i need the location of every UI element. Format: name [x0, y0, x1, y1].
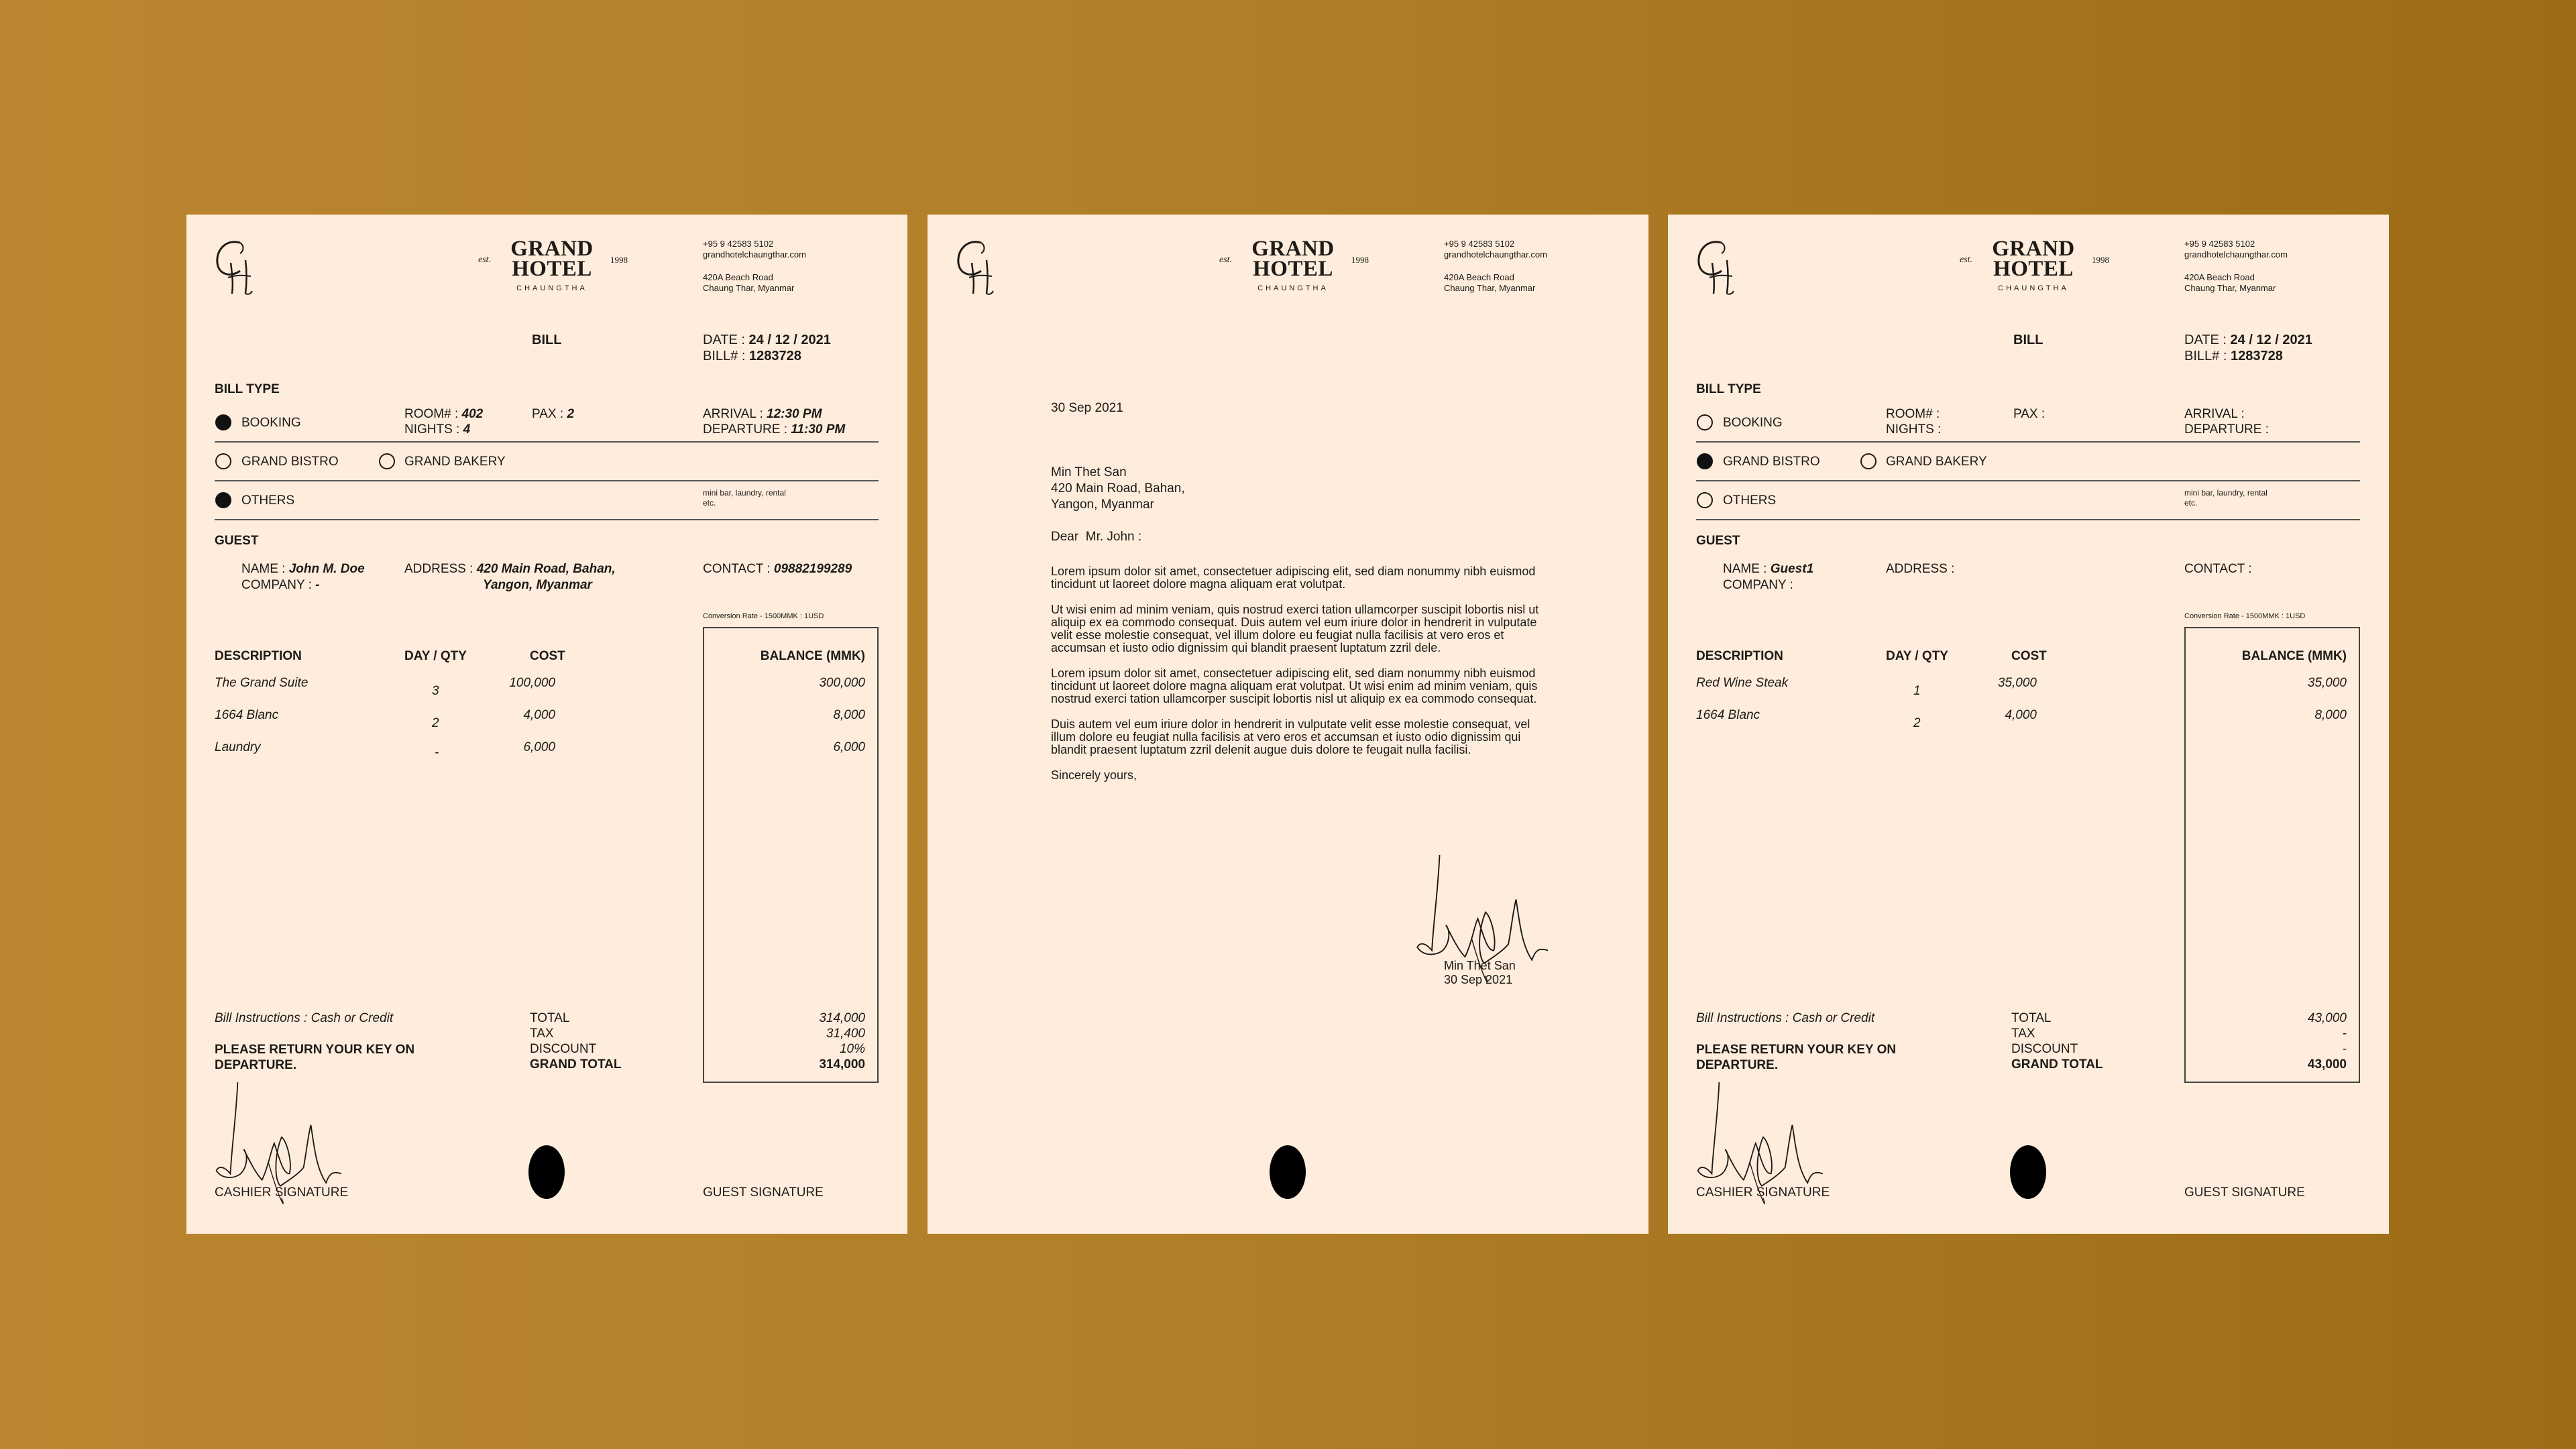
guest-address: ADDRESS :: [1886, 562, 1955, 576]
return-key-line1: PLEASE RETURN YOUR KEY ON: [1696, 1043, 1897, 1057]
grand-bakery-radio[interactable]: [1860, 453, 1877, 469]
recipient-name: Min Thet San: [1051, 465, 1127, 479]
col-description: DESCRIPTION: [215, 649, 302, 663]
grand-bakery-label: GRAND BAKERY: [1886, 455, 1987, 469]
monogram-logo: [1695, 236, 1736, 296]
grand-bistro-radio[interactable]: [215, 453, 231, 469]
hotel-contact: [1444, 239, 1547, 294]
divider: [215, 519, 879, 520]
hotel-contact: [2184, 239, 2288, 294]
bill-type-label: BILL TYPE: [215, 382, 280, 396]
salutation: Dear Mr. John :: [1051, 530, 1142, 544]
item-cost: 4,000: [2005, 708, 2037, 722]
hotel-phone: +95 9 42583 5102: [703, 239, 774, 249]
divider: [1696, 441, 2360, 443]
guest-company: COMPANY :: [1723, 578, 1793, 592]
pax-field: PAX : 2: [532, 407, 575, 421]
tax-value: 31,400: [826, 1027, 865, 1041]
arrival-field: ARRIVAL :: [2184, 407, 2245, 421]
room-field: ROOM# :: [1886, 407, 1940, 421]
divider: [1696, 480, 2360, 481]
grand-total-value: 43,000: [2307, 1057, 2347, 1071]
brand-name-line2: HOTEL: [1993, 257, 2074, 281]
bill-instructions: Bill Instructions : Cash or Credit: [215, 1011, 394, 1025]
signer-date: 30 Sep 2021: [1444, 973, 1513, 986]
brand-name-line2: HOTEL: [512, 257, 592, 281]
bill-date: DATE : 24 / 12 / 2021: [703, 333, 831, 347]
discount-value: 10%: [839, 1042, 865, 1056]
divider: [215, 480, 879, 481]
guest-name: NAME : John M. Doe: [241, 562, 365, 576]
tax-value: -: [2342, 1027, 2347, 1041]
monogram-logo: [213, 236, 255, 296]
item-balance: 300,000: [819, 676, 865, 690]
guest-signature-label: GUEST SIGNATURE: [703, 1185, 824, 1200]
hotel-website: grandhotelchaungthar.com: [703, 249, 806, 259]
brand-logo: [1960, 237, 2109, 292]
return-key-line1: PLEASE RETURN YOUR KEY ON: [215, 1043, 415, 1057]
bill-sheet-bistro: [1668, 215, 2389, 1234]
guest-label: GUEST: [215, 534, 259, 548]
guest-address: ADDRESS : 420 Main Road, Bahan,: [404, 562, 616, 576]
hotel-phone: +95 9 42583 5102: [1444, 239, 1515, 249]
bill-heading: BILL: [2013, 333, 2043, 347]
bill-sheet-booking: [186, 215, 907, 1234]
item-qty: 3: [432, 684, 439, 698]
item-description: 1664 Blanc: [215, 708, 279, 722]
item-description: The Grand Suite: [215, 676, 309, 690]
departure-field: DEPARTURE :: [2184, 422, 2269, 437]
item-balance: 8,000: [833, 708, 865, 722]
closing: Sincerely yours,: [1051, 768, 1137, 782]
brand-logo: [1219, 237, 1369, 292]
brand-logo: [478, 237, 628, 292]
item-cost: 100,000: [509, 676, 555, 690]
grand-bistro-label: GRAND BISTRO: [1723, 455, 1820, 469]
discount-label: DISCOUNT: [2011, 1042, 2078, 1056]
grand-bistro-label: GRAND BISTRO: [241, 455, 339, 469]
others-note: mini bar, laundry, rental etc.: [703, 488, 786, 508]
paragraph: Ut wisi enim ad minim veniam, quis nostrud exerci tation ullamcorper suscipit lobortis nisl ut aliquip ex ea commodo consequat. Duis autem vel eum iriure dolor in hendrerit in vulputate velit esse molestie consequat, vel illum dolore eu feugiat nulla facilisis at vero eros et accumsan et iusto odio dignissim qui blandit praesent luptatum zzril dele.: [1051, 603, 1539, 654]
signer-name: Min Thet San: [1444, 959, 1516, 972]
hotel-address-line1: 420A Beach Road: [2184, 272, 2255, 282]
col-qty: DAY / QTY: [404, 649, 467, 663]
guest-name: NAME : Guest1: [1723, 562, 1814, 576]
brand-est: est.: [1219, 255, 1233, 265]
nights-field: NIGHTS : 4: [404, 422, 471, 437]
item-qty: -: [435, 746, 439, 760]
bill-heading: BILL: [532, 333, 562, 347]
hotel-address-line1: 420A Beach Road: [1444, 272, 1514, 282]
hotel-website: grandhotelchaungthar.com: [1444, 249, 1547, 259]
hotel-website: grandhotelchaungthar.com: [2184, 249, 2288, 259]
item-balance: 6,000: [833, 740, 865, 754]
others-note: mini bar, laundry, rental etc.: [2184, 488, 2267, 508]
hotel-contact: [703, 239, 806, 294]
monogram-logo: [954, 236, 996, 296]
grand-total-label: GRAND TOTAL: [2011, 1057, 2103, 1071]
paragraph: Lorem ipsum dolor sit amet, consectetuer adipiscing elit, sed diam nonummy nibh euismod tincidunt ut laoreet dolore magna aliquam erat volutpat. Ut wisi enim ad minim veniam, quis nostrud exerci tation ullamcorper suscipit lobortis nisl ut aliquip ex ea commodo consequat.: [1051, 666, 1538, 705]
col-balance: BALANCE (MMK): [2241, 649, 2347, 663]
discount-value: -: [2342, 1042, 2347, 1056]
stamp-mark: [1270, 1145, 1306, 1199]
brand-year: 1998: [610, 255, 628, 265]
grand-bakery-radio[interactable]: [379, 453, 395, 469]
others-radio[interactable]: [215, 492, 231, 508]
room-field: ROOM# : 402: [404, 407, 484, 421]
total-value: 314,000: [819, 1011, 865, 1025]
hotel-phone: +95 9 42583 5102: [2184, 239, 2255, 249]
recipient-address-line1: 420 Main Road, Bahan,: [1051, 481, 1185, 496]
brand-name-line1: GRAND: [1992, 237, 2075, 261]
return-key-line2: DEPARTURE.: [215, 1058, 297, 1072]
grand-total-label: GRAND TOTAL: [530, 1057, 622, 1071]
bill-number: BILL# : 1283728: [703, 349, 801, 363]
paragraph: Lorem ipsum dolor sit amet, consectetuer adipiscing elit, sed diam nonummy nibh euismod tincidunt ut laoreet dolore magna aliquam erat volutpat.: [1051, 565, 1536, 591]
guest-label: GUEST: [1696, 534, 1740, 548]
guest-company: COMPANY : -: [241, 578, 320, 592]
col-balance: BALANCE (MMK): [760, 649, 865, 663]
letter-sheet: [928, 215, 1648, 1234]
return-key-line2: DEPARTURE.: [1696, 1058, 1779, 1072]
booking-label: BOOKING: [1723, 416, 1783, 430]
item-qty: 2: [432, 716, 439, 730]
departure-field: DEPARTURE : 11:30 PM: [703, 422, 846, 437]
item-qty: 2: [1913, 716, 1921, 730]
brand-name-line1: GRAND: [510, 237, 594, 261]
brand-location: CHAUNGTHA: [1998, 284, 2069, 292]
col-description: DESCRIPTION: [1696, 649, 1783, 663]
item-qty: 1: [1913, 684, 1921, 698]
stamp-mark: [2010, 1145, 2046, 1199]
hotel-address-line1: 420A Beach Road: [703, 272, 773, 282]
paragraph: Duis autem vel eum iriure dolor in hendrerit in vulputate velit esse molestie consequat, vel illum dolore eu feugiat nulla facilisis at vero eros et accumsan et iusto odio dignissim qui blandit praesent luptatum zzril delenit augue duis dolore te feugait nulla facilisi.: [1051, 717, 1530, 756]
hotel-address-line2: Chaung Thar, Myanmar: [2184, 283, 2276, 293]
cashier-signature-label: CASHIER SIGNATURE: [1696, 1185, 1830, 1200]
pax-field: PAX :: [2013, 407, 2046, 421]
grand-bakery-label: GRAND BAKERY: [404, 455, 506, 469]
divider: [1696, 519, 2360, 520]
others-label: OTHERS: [241, 494, 295, 508]
divider: [215, 441, 879, 443]
brand-name-line2: HOTEL: [1253, 257, 1333, 281]
item-description: Laundry: [215, 740, 261, 754]
others-radio[interactable]: [1697, 492, 1713, 508]
guest-contact: CONTACT : 09882199289: [703, 562, 852, 576]
tax-label: TAX: [2011, 1027, 2035, 1041]
letter-body: [1051, 565, 1554, 795]
bill-number: BILL# : 1283728: [2184, 349, 2283, 363]
item-cost: 4,000: [523, 708, 555, 722]
bill-date: DATE : 24 / 12 / 2021: [2184, 333, 2312, 347]
brand-est: est.: [478, 255, 492, 265]
brand-location: CHAUNGTHA: [516, 284, 587, 292]
item-balance: 8,000: [2314, 708, 2347, 722]
col-cost: COST: [2011, 649, 2047, 663]
conversion-rate: Conversion Rate - 1500MMK : 1USD: [2184, 612, 2306, 620]
item-cost: 35,000: [1997, 676, 2037, 690]
arrival-field: ARRIVAL : 12:30 PM: [703, 407, 822, 421]
item-cost: 6,000: [523, 740, 555, 754]
col-qty: DAY / QTY: [1886, 649, 1948, 663]
guest-signature-label: GUEST SIGNATURE: [2184, 1185, 2305, 1200]
bill-type-label: BILL TYPE: [1696, 382, 1761, 396]
item-description: 1664 Blanc: [1696, 708, 1760, 722]
bill-instructions: Bill Instructions : Cash or Credit: [1696, 1011, 1875, 1025]
cashier-signature-label: CASHIER SIGNATURE: [215, 1185, 349, 1200]
grand-total-value: 314,000: [819, 1057, 865, 1071]
recipient-address-line2: Yangon, Myanmar: [1051, 498, 1154, 512]
brand-year: 1998: [2092, 255, 2109, 265]
tax-label: TAX: [530, 1027, 554, 1041]
total-label: TOTAL: [530, 1011, 570, 1025]
guest-contact: CONTACT :: [2184, 562, 2252, 576]
brand-year: 1998: [1351, 255, 1369, 265]
item-description: Red Wine Steak: [1696, 676, 1789, 690]
conversion-rate: Conversion Rate - 1500MMK : 1USD: [703, 612, 824, 620]
letter-date: 30 Sep 2021: [1051, 401, 1123, 415]
col-cost: COST: [530, 649, 565, 663]
brand-name-line1: GRAND: [1251, 237, 1335, 261]
brand-est: est.: [1960, 255, 1973, 265]
discount-label: DISCOUNT: [530, 1042, 597, 1056]
total-value: 43,000: [2307, 1011, 2347, 1025]
hotel-address-line2: Chaung Thar, Myanmar: [1444, 283, 1536, 293]
guest-address-line2: Yangon, Myanmar: [483, 578, 592, 592]
hotel-address-line2: Chaung Thar, Myanmar: [703, 283, 795, 293]
booking-radio[interactable]: [215, 414, 231, 430]
brand-location: CHAUNGTHA: [1257, 284, 1329, 292]
booking-radio[interactable]: [1697, 414, 1713, 430]
stamp-mark: [528, 1145, 565, 1199]
item-balance: 35,000: [2307, 676, 2347, 690]
booking-label: BOOKING: [241, 416, 301, 430]
others-label: OTHERS: [1723, 494, 1777, 508]
nights-field: NIGHTS :: [1886, 422, 1942, 437]
grand-bistro-radio[interactable]: [1697, 453, 1713, 469]
total-label: TOTAL: [2011, 1011, 2052, 1025]
